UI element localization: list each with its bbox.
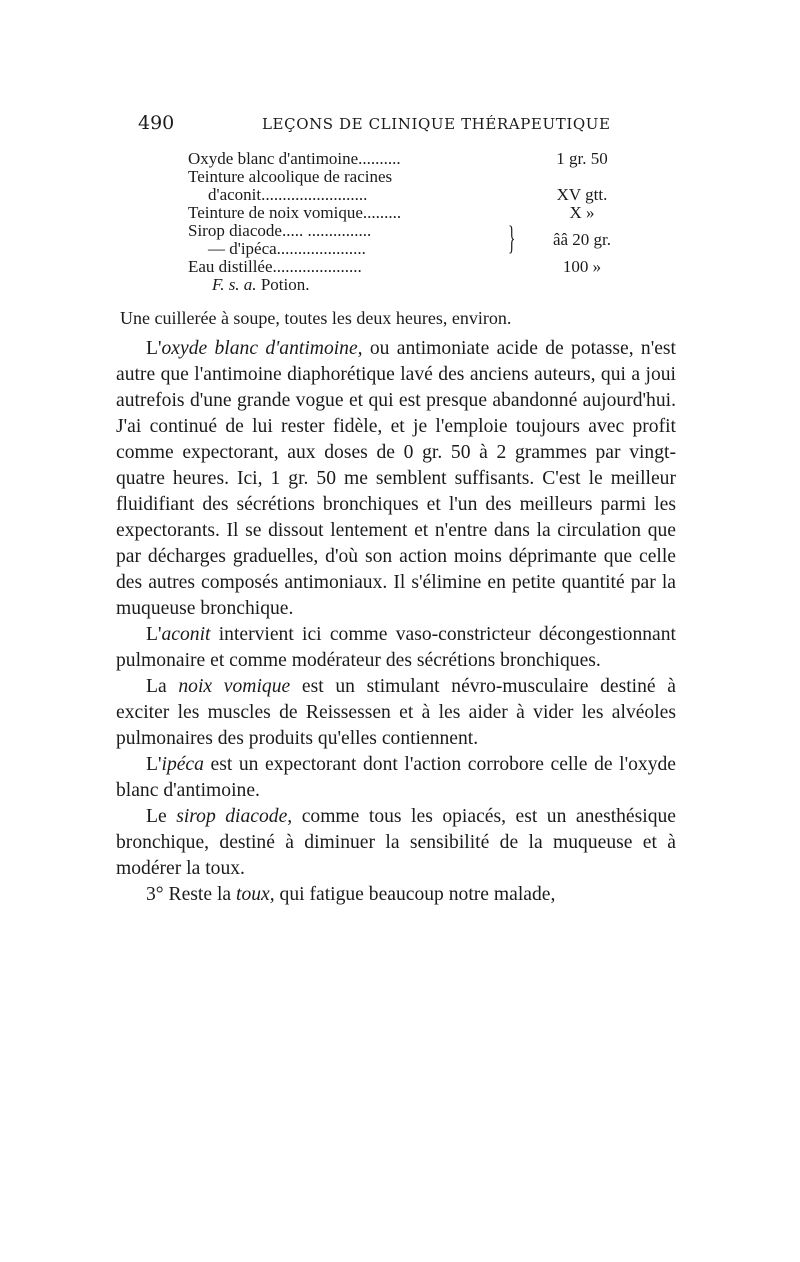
paragraph-lead: Le <box>146 806 177 827</box>
paragraph <box>116 882 676 908</box>
brace-icon: } <box>508 220 516 257</box>
formula-line <box>212 276 309 294</box>
paragraph <box>116 622 676 674</box>
formula-abbreviation: F. s. a. <box>212 275 257 294</box>
prescription-line <box>188 258 648 276</box>
ingredient-name: Teinture alcoolique de racines <box>188 167 393 186</box>
page-header <box>138 112 668 138</box>
ingredient-name: Eau distillée..................... <box>188 257 362 276</box>
prescription-line <box>188 204 648 222</box>
drug-term: noix vomique <box>178 676 291 697</box>
ingredient-name: Teinture de noix vomique......... <box>188 203 402 222</box>
paragraph-lead: 3° Reste la <box>146 884 236 905</box>
paragraph-text: comme tous les opiacés, est un anesthésique bronchique, destiné à diminuer la sensibilité de la muqueuse et à modérer la toux. <box>116 806 676 879</box>
dosage-instruction: Une cuillerée à soupe, toutes les deux heures, environ. <box>120 308 512 328</box>
prescription-line <box>188 186 648 204</box>
paragraph <box>116 752 676 804</box>
ingredient-name: — d'ipéca..................... <box>208 239 366 258</box>
drug-term: toux, <box>236 884 275 905</box>
paragraph-lead: L' <box>146 624 162 645</box>
paragraph-text: intervient ici comme vaso-constricteur décongestionnant pulmonaire et comme modérateur des sécrétions bronchiques. <box>116 624 676 671</box>
drug-term: sirop diacode, <box>176 806 293 827</box>
page-number: 490 <box>138 112 175 134</box>
drug-term: aconit <box>161 624 211 645</box>
ingredient-name: Sirop diacode..... ............... <box>188 221 372 240</box>
ingredient-dose: 1 gr. 50 <box>556 149 608 168</box>
paragraph-lead: L' <box>146 754 162 775</box>
ingredient-name: Oxyde blanc d'antimoine.......... <box>188 149 401 168</box>
prescription-formula <box>188 276 648 294</box>
paragraph-text: est un expectorant dont l'action corrobore celle de l'oxyde blanc d'antimoine. <box>116 754 676 801</box>
drug-term: oxyde blanc d'antimoine, <box>161 338 363 359</box>
running-title: LEÇONS DE CLINIQUE THÉRAPEUTIQUE <box>262 115 611 133</box>
prescription-line <box>188 150 648 168</box>
paragraph <box>116 674 676 752</box>
prescription-brace-group <box>188 222 648 258</box>
prescription-line <box>188 168 648 186</box>
prescription <box>188 150 648 294</box>
ingredient-dose: 100 » <box>562 257 602 276</box>
paragraph-text: ou antimoniate acide de potasse, n'est autre que l'antimoine diaphorétique lavé des anciens auteurs, qui a joui autrefois d'une grande vogue et qui est presque abandonné aujourd'hui. J'ai continué de lui rester fidèle, et je l'emploie toujours avec profit comme expectorant, aux doses de 0 gr. 50 à 2 grammes par vingt-quatre heures. Ici, 1 gr. 50 me semblent suffisants. C'est le meilleur fluidifiant des sécrétions bronchiques et l'un des meilleurs parmi les expectorants. Il se dissout lentement et n'entre dans la circulation que par décharges graduelles, d'où son action moins déprimante que celle des autres composés antimoniaux. Il s'élimine en petite quantité par la muqueuse bronchique. <box>116 338 676 619</box>
paragraph-lead: L' <box>146 338 162 359</box>
body-text <box>116 336 676 908</box>
paragraph <box>116 336 676 622</box>
paragraph <box>116 804 676 882</box>
ingredient-dose: XV gtt. <box>556 185 608 204</box>
paragraph-lead: La <box>146 676 179 697</box>
ingredient-name: d'aconit......................... <box>208 185 368 204</box>
formula-text: Potion. <box>256 275 310 294</box>
paragraph-text: est un stimulant névro-musculaire destiné à exciter les muscles de Reissessen et à les aider à vider les alvéoles pulmonaires des produits qu'elles contiennent. <box>116 676 676 749</box>
drug-term: ipéca <box>161 754 204 775</box>
paragraph-text: qui fatigue beaucoup notre malade, <box>274 884 556 905</box>
ingredient-dose: ââ 20 gr. <box>552 230 612 249</box>
ingredient-dose: X » <box>569 203 595 222</box>
